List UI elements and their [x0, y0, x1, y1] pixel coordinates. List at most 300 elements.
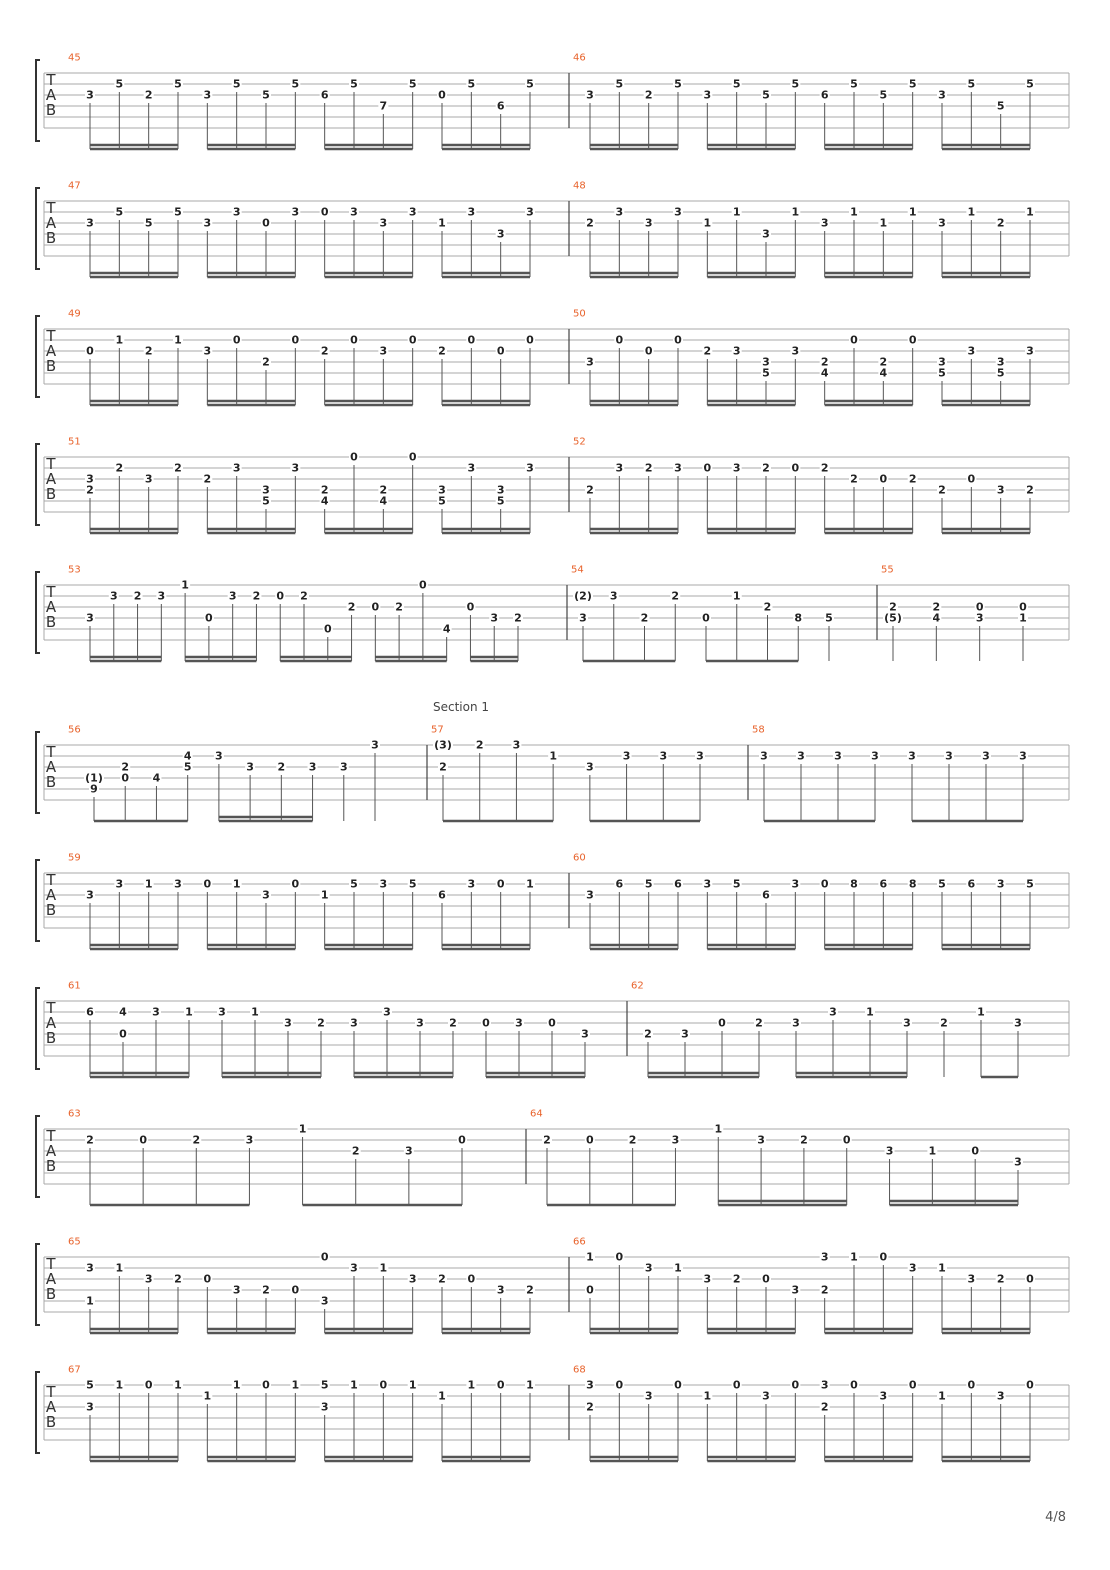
fret-number: 5	[996, 366, 1005, 380]
fret-number: 1	[438, 1389, 446, 1403]
fret-number: 1	[1019, 611, 1027, 625]
fret-number: 1	[467, 1378, 476, 1392]
fret-number: 3	[232, 461, 241, 475]
fret-number: 3	[350, 1261, 358, 1275]
fret-number: 3	[215, 749, 223, 763]
fret-number: 0	[458, 1133, 466, 1147]
fret-number: 5	[174, 205, 182, 219]
tab-clef-letter: T	[46, 1127, 56, 1145]
fret-number: 0	[467, 1272, 476, 1286]
measure-number: 50	[573, 308, 586, 320]
fret-number: 2	[277, 760, 286, 774]
tab-clef-letter: T	[46, 871, 56, 889]
fret-number: 1	[526, 877, 534, 891]
fret-number: 1	[350, 1378, 358, 1392]
fret-number: 3	[371, 738, 379, 752]
fret-number: 1	[86, 1294, 94, 1308]
fret-number: 3	[996, 483, 1005, 497]
fret-number: 0	[879, 1250, 888, 1264]
fret-number: 3	[496, 1283, 505, 1297]
fret-number: 2	[174, 1272, 182, 1286]
fret-number: 2	[133, 589, 142, 603]
fret-number: 2	[262, 355, 270, 369]
fret-number: 6	[967, 877, 976, 891]
fret-number: 5	[644, 877, 653, 891]
fret-number: 1	[115, 1261, 124, 1275]
fret-number: (3)	[434, 738, 452, 752]
fret-number: 3	[762, 227, 770, 241]
fret-number: 0	[203, 877, 212, 891]
tab-clef-letter: A	[45, 214, 57, 232]
fret-number: 2	[347, 600, 356, 614]
fret-number: 3	[408, 205, 417, 219]
tab-clef-letter: A	[45, 1398, 57, 1416]
fret-number: 0	[466, 600, 475, 614]
tab-clef-letter: B	[45, 773, 57, 791]
fret-number: 3	[644, 1389, 653, 1403]
fret-number: 3	[644, 1261, 653, 1275]
fret-number: 2	[115, 461, 124, 475]
fret-number: 3	[416, 1016, 424, 1030]
fret-number: 5	[320, 1378, 329, 1392]
measure-number: 56	[68, 724, 81, 736]
fret-number: 2	[1026, 483, 1034, 497]
fret-number: 3	[144, 472, 153, 486]
tab-clef-letter: T	[46, 743, 56, 761]
fret-number: 0	[732, 1378, 741, 1392]
fret-number: 0	[615, 333, 624, 347]
tab-clef-letter: A	[45, 886, 57, 904]
fret-number: 3	[586, 888, 594, 902]
fret-number: 3	[467, 461, 476, 475]
fret-number: 2	[640, 611, 649, 625]
fret-number: 1	[174, 333, 182, 347]
fret-number: 1	[408, 1378, 417, 1392]
fret-number: 3	[1014, 1155, 1022, 1169]
fret-number: 2	[762, 461, 770, 475]
page-number: 4/8	[1045, 1510, 1066, 1525]
fret-number: 3	[615, 461, 624, 475]
fret-number: 0	[850, 1378, 858, 1392]
measure-number: 60	[573, 852, 586, 864]
fret-number: 0	[496, 1378, 505, 1392]
fret-number: (1)	[85, 771, 103, 785]
tab-clef-letter: B	[45, 101, 57, 119]
fret-number: 5	[183, 760, 192, 774]
tab-clef-letter: B	[45, 1413, 57, 1431]
fret-number: 0	[320, 1250, 329, 1264]
measure-number: 54	[571, 564, 584, 576]
fret-number: 3	[996, 355, 1005, 369]
staff-system	[36, 732, 1069, 821]
system-bracket	[36, 1116, 40, 1197]
fret-number: 2	[996, 1272, 1005, 1286]
measure-number: 62	[631, 980, 644, 992]
fret-number: 3	[320, 1294, 329, 1308]
fret-number: 3	[674, 205, 682, 219]
fret-number: 3	[496, 227, 505, 241]
fret-number: 0	[350, 450, 358, 464]
fret-number: 3	[791, 877, 800, 891]
fret-number: 3	[245, 1133, 254, 1147]
measure-number: 68	[573, 1364, 586, 1376]
tab-clef-letter: T	[46, 71, 56, 89]
fret-number: 5	[938, 877, 946, 891]
fret-number: 3	[262, 483, 270, 497]
fret-number: 3	[383, 1005, 391, 1019]
fret-number: 3	[496, 483, 505, 497]
fret-number: 1	[203, 1389, 212, 1403]
fret-number: 0	[320, 205, 329, 219]
fret-number: 1	[977, 1005, 985, 1019]
fret-number: 3	[820, 216, 829, 230]
fret-number: 2	[644, 461, 653, 475]
fret-number: 3	[86, 1400, 94, 1414]
fret-number: 6	[86, 1005, 94, 1019]
fret-number: 2	[174, 461, 182, 475]
fret-number: 3	[490, 611, 499, 625]
system-bracket	[36, 444, 40, 525]
fret-number: 1	[850, 1250, 858, 1264]
fret-number: 0	[139, 1133, 147, 1147]
fret-number: 3	[996, 877, 1005, 891]
fret-number: 1	[251, 1005, 259, 1019]
measure-number: 47	[68, 180, 81, 192]
fret-number: 2	[850, 472, 858, 486]
fret-number: 1	[938, 1389, 946, 1403]
fret-number: 2	[586, 216, 594, 230]
fret-number: 2	[121, 760, 130, 774]
tab-clef-letter: B	[45, 357, 57, 375]
fret-number: 3	[760, 749, 768, 763]
fret-number: 2	[86, 483, 94, 497]
fret-number: 3	[203, 88, 212, 102]
tab-clef-letter: T	[46, 199, 56, 217]
fret-number: 5	[438, 494, 446, 508]
fret-number: 8	[850, 877, 858, 891]
tab-clef-letter: T	[46, 455, 56, 473]
fret-number: 3	[379, 216, 388, 230]
fret-number: 3	[820, 1250, 829, 1264]
fret-number: 1	[850, 205, 858, 219]
staff-system	[36, 572, 1069, 661]
fret-number: 6	[438, 888, 446, 902]
fret-number: 1	[866, 1005, 874, 1019]
fret-number: 0	[791, 461, 800, 475]
fret-number: 4	[820, 366, 829, 380]
fret-number: 3	[1019, 749, 1027, 763]
fret-number: 5	[467, 77, 476, 91]
fret-number: 3	[982, 749, 990, 763]
fret-number: 5	[850, 77, 858, 91]
fret-number: 3	[291, 205, 300, 219]
fret-number: 3	[526, 461, 534, 475]
fret-number: 6	[820, 88, 829, 102]
fret-number: 3	[144, 1272, 153, 1286]
fret-number: 3	[703, 877, 712, 891]
fret-number: 5	[350, 877, 358, 891]
fret-number: 2	[820, 461, 829, 475]
staff-system	[36, 860, 1069, 949]
fret-number: 3	[829, 1005, 837, 1019]
fret-number: 5	[732, 877, 741, 891]
fret-number: 0	[438, 88, 446, 102]
fret-number: 2	[644, 88, 653, 102]
tab-clef-letter: B	[45, 901, 57, 919]
fret-number: 1	[928, 1144, 937, 1158]
fret-number: 4	[152, 771, 161, 785]
fret-number: 5	[908, 77, 917, 91]
fret-number: 1	[291, 1378, 300, 1392]
system-bracket	[36, 732, 40, 813]
fret-number: 4	[932, 611, 941, 625]
fret-number: 0	[908, 1378, 917, 1392]
fret-number: 2	[820, 1283, 829, 1297]
fret-number: 0	[1026, 1378, 1034, 1392]
fret-number: 3	[671, 1133, 680, 1147]
tab-clef-letter: B	[45, 1157, 57, 1175]
fret-number: 0	[702, 611, 710, 625]
measure-number: 45	[68, 52, 81, 64]
fret-number: 0	[967, 1378, 976, 1392]
fret-number: 3	[762, 1389, 770, 1403]
fret-number: 5	[996, 99, 1005, 113]
fret-number: 2	[820, 1400, 829, 1414]
fret-number: 1	[586, 1250, 594, 1264]
fret-number: 3	[86, 1261, 94, 1275]
fret-number: 3	[174, 877, 182, 891]
fret-number: 3	[405, 1144, 413, 1158]
fret-number: 7	[379, 99, 388, 113]
measure-number: 66	[573, 1236, 586, 1248]
tab-clef-letter: B	[45, 1029, 57, 1047]
fret-number: 3	[659, 749, 668, 763]
fret-number: 3	[586, 1378, 594, 1392]
staff-system	[36, 316, 1069, 405]
measure-number: 55	[881, 564, 894, 576]
fret-number: 3	[586, 355, 594, 369]
fret-number: 3	[820, 1378, 829, 1392]
measure-number: 61	[68, 980, 81, 992]
fret-number: 0	[674, 1378, 682, 1392]
system-bracket	[36, 1244, 40, 1325]
fret-number: 1	[115, 333, 124, 347]
fret-number: 2	[320, 483, 329, 497]
fret-number: 3	[696, 749, 704, 763]
fret-number: 2	[395, 600, 403, 614]
system-bracket	[36, 1372, 40, 1453]
fret-number: (5)	[884, 611, 902, 625]
staff-system	[36, 188, 1069, 277]
fret-number: 3	[320, 1400, 329, 1414]
fret-number: 3	[609, 589, 618, 603]
system-bracket	[36, 60, 40, 141]
fret-number: 4	[379, 494, 388, 508]
measure-number: 57	[431, 724, 444, 736]
fret-number: 6	[615, 877, 624, 891]
fret-number: 3	[791, 344, 800, 358]
fret-number: 1	[232, 877, 241, 891]
fret-number: 2	[671, 589, 680, 603]
fret-number: 2	[526, 1283, 534, 1297]
fret-number: 3	[1014, 1016, 1022, 1030]
fret-number: 3	[284, 1016, 292, 1030]
fret-number: 2	[203, 472, 212, 486]
fret-number: 1	[144, 877, 153, 891]
fret-number: 3	[967, 1272, 976, 1286]
fret-number: 1	[181, 578, 189, 592]
tab-clef-letter: B	[45, 613, 57, 631]
fret-number: 5	[262, 494, 270, 508]
fret-number: 3	[86, 216, 94, 230]
fret-number: 0	[496, 877, 505, 891]
fret-number: 0	[971, 1144, 980, 1158]
measure-number: 51	[68, 436, 81, 448]
fret-number: 0	[119, 1027, 127, 1041]
fret-number: 0	[408, 333, 417, 347]
tab-clef-letter: A	[45, 1270, 57, 1288]
fret-number: 8	[908, 877, 917, 891]
fret-number: 5	[86, 1378, 94, 1392]
fret-number: 5	[791, 77, 800, 91]
fret-number: 1	[674, 1261, 682, 1275]
tab-clef-letter: T	[46, 999, 56, 1017]
fret-number: 5	[967, 77, 976, 91]
fret-number: 5	[1026, 877, 1034, 891]
fret-number: 0	[644, 344, 653, 358]
fret-number: 6	[674, 877, 682, 891]
staff-system	[36, 1244, 1069, 1333]
fret-number: 3	[86, 611, 94, 625]
staff-system	[36, 1116, 1069, 1205]
fret-number: 0	[291, 877, 300, 891]
fret-number: 3	[379, 877, 388, 891]
tab-clef-letter: B	[45, 229, 57, 247]
fret-number: 1	[732, 205, 741, 219]
staff-system	[36, 60, 1069, 149]
tab-clef-letter: T	[46, 1255, 56, 1273]
fret-number: 2	[144, 88, 153, 102]
fret-number: 0	[86, 344, 94, 358]
fret-number: 0	[674, 333, 682, 347]
fret-number: 8	[794, 611, 803, 625]
fret-number: 0	[419, 578, 427, 592]
fret-number: 0	[323, 622, 332, 636]
fret-number: 3	[871, 749, 879, 763]
fret-number: 6	[879, 877, 888, 891]
fret-number: 3	[512, 738, 521, 752]
fret-number: 0	[908, 333, 917, 347]
fret-number: 3	[757, 1133, 765, 1147]
fret-number: 5	[232, 77, 241, 91]
fret-number: 3	[975, 611, 984, 625]
measure-number: 63	[68, 1108, 81, 1120]
fret-number: 3	[379, 344, 388, 358]
fret-number: 1	[967, 205, 976, 219]
measure-number: 52	[573, 436, 586, 448]
fret-number: 3	[903, 1016, 911, 1030]
fret-number: 2	[439, 760, 447, 774]
fret-number: 0	[879, 472, 888, 486]
fret-number: 2	[438, 1272, 446, 1286]
fret-number: 2	[320, 344, 329, 358]
fret-number: 0	[585, 1133, 594, 1147]
fret-number: 2	[879, 355, 888, 369]
fret-number: 0	[262, 216, 270, 230]
fret-number: 0	[586, 1283, 594, 1297]
fret-number: 1	[791, 205, 800, 219]
fret-number: 3	[408, 1272, 417, 1286]
fret-number: 2	[889, 600, 897, 614]
fret-number: 2	[262, 1283, 270, 1297]
tab-clef-letter: T	[46, 327, 56, 345]
fret-number: 3	[203, 344, 212, 358]
fret-number: 2	[86, 1133, 94, 1147]
measure-number: 67	[68, 1364, 81, 1376]
measure-number: 49	[68, 308, 81, 320]
fret-number: 3	[681, 1027, 689, 1041]
fret-number: 3	[1026, 344, 1034, 358]
fret-number: 5	[938, 366, 946, 380]
fret-number: 3	[732, 461, 741, 475]
fret-number: 0	[371, 600, 380, 614]
fret-number: 0	[291, 333, 300, 347]
fret-number: 3	[350, 1016, 358, 1030]
fret-number: 3	[291, 461, 300, 475]
fret-number: 5	[526, 77, 534, 91]
fret-number: 2	[192, 1133, 201, 1147]
fret-number: 0	[408, 450, 417, 464]
fret-number: 5	[732, 77, 741, 91]
fret-number: 2	[932, 600, 941, 614]
fret-number: 3	[467, 205, 476, 219]
fret-number: 3	[967, 344, 976, 358]
measure-number: 65	[68, 1236, 81, 1248]
fret-number: 0	[548, 1016, 556, 1030]
fret-number: 3	[579, 611, 587, 625]
fret-number: 3	[228, 589, 237, 603]
tab-clef-letter: A	[45, 598, 57, 616]
fret-number: 3	[232, 205, 241, 219]
fret-number: 1	[1026, 205, 1034, 219]
fret-number: 6	[762, 888, 770, 902]
fret-number: 1	[732, 589, 741, 603]
fret-number: 3	[115, 877, 124, 891]
fret-number: 3	[203, 216, 212, 230]
fret-number: 2	[800, 1133, 808, 1147]
fret-number: 3	[945, 749, 953, 763]
fret-number: 5	[825, 611, 833, 625]
fret-number: 0	[379, 1378, 388, 1392]
fret-number: 3	[938, 216, 946, 230]
fret-number: 4	[119, 1005, 127, 1019]
fret-number: 4	[442, 622, 451, 636]
fret-number: 1	[438, 216, 446, 230]
fret-number: 5	[115, 77, 124, 91]
tab-clef-letter: B	[45, 1285, 57, 1303]
fret-number: 3	[350, 205, 358, 219]
fret-number: 3	[703, 1272, 712, 1286]
fret-number: 3	[152, 1005, 160, 1019]
section-label: Section 1	[432, 700, 490, 714]
fret-number: 0	[1026, 1272, 1034, 1286]
fret-number: 2	[586, 1400, 594, 1414]
fret-number: 1	[232, 1378, 241, 1392]
fret-number: 0	[526, 333, 534, 347]
fret-number: 1	[185, 1005, 193, 1019]
fret-number: 3	[615, 205, 624, 219]
fret-number: 5	[762, 366, 770, 380]
